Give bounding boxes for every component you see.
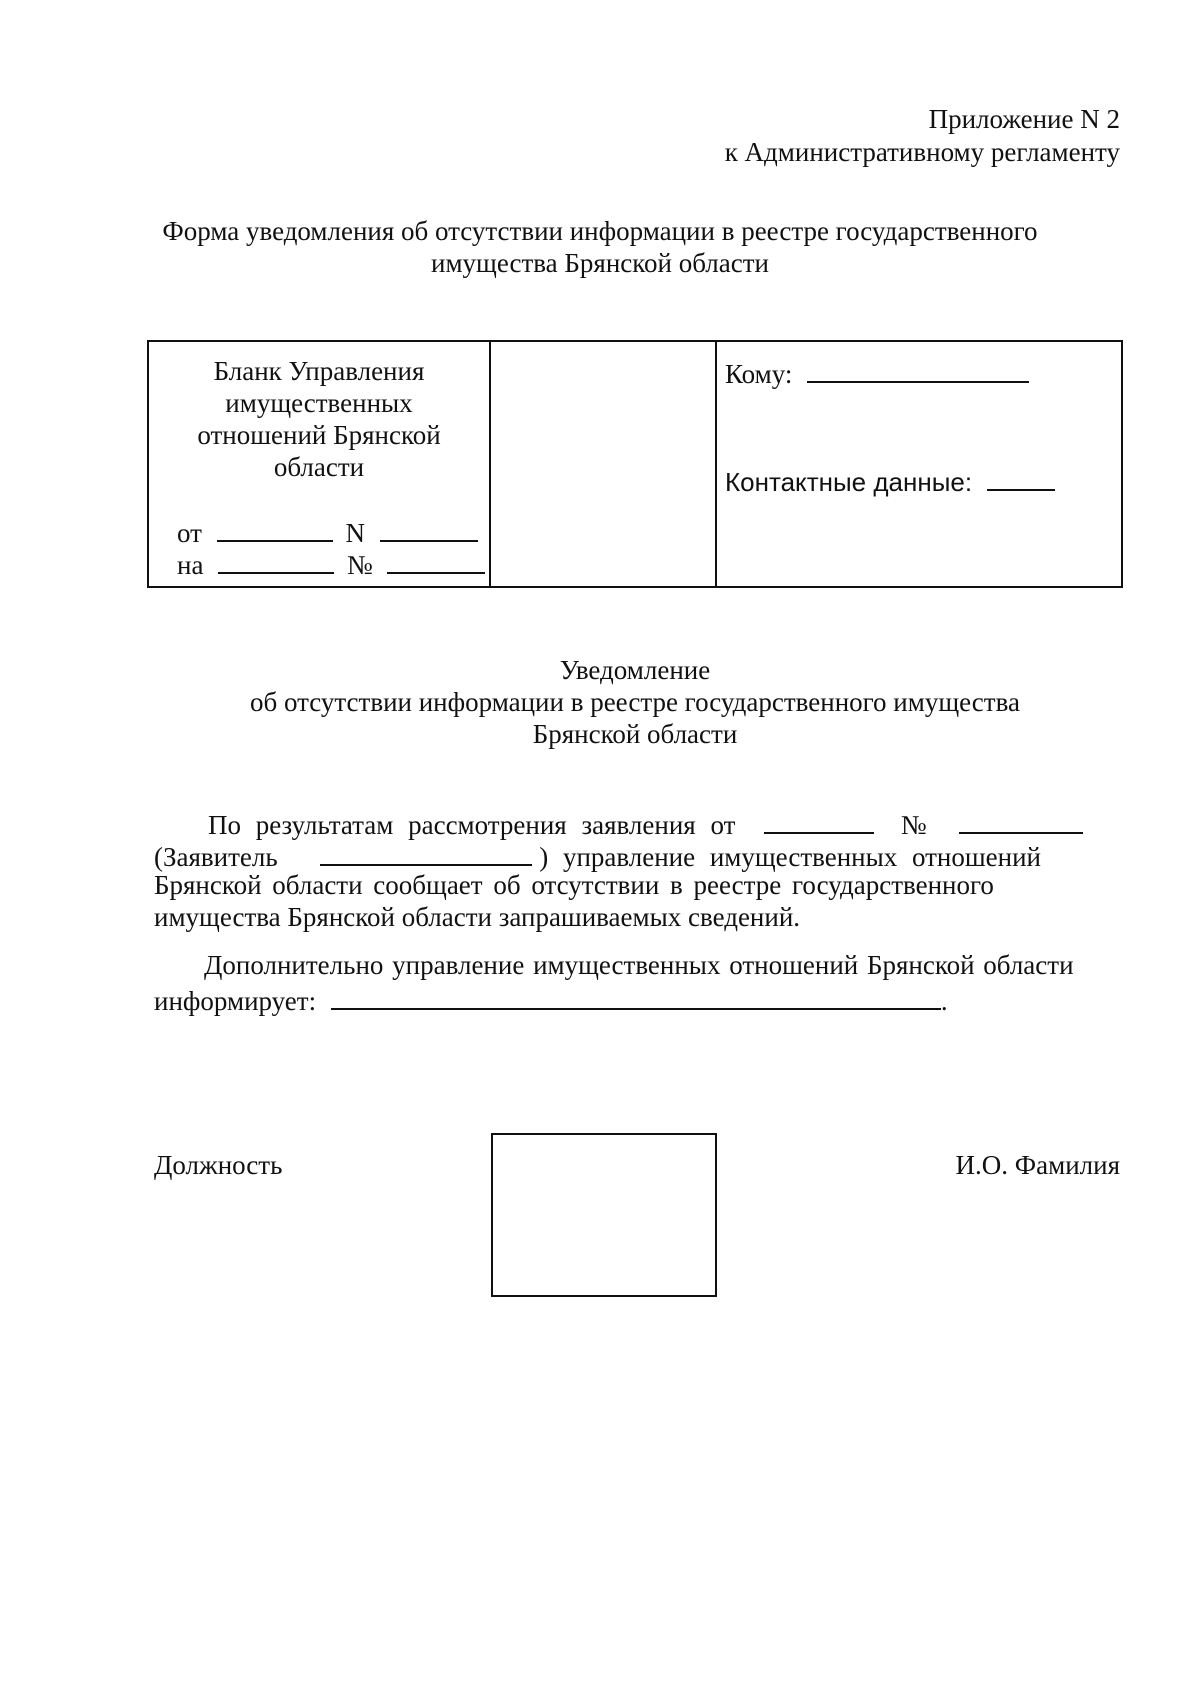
notice-title-line-3: Брянской области [532, 719, 738, 749]
blank-title-line-4: области [273, 452, 365, 482]
body-line-2 [154, 838, 1041, 873]
appendix-header [725, 103, 1120, 169]
form-title-line-2: имущества Брянской области [431, 248, 769, 278]
contacts-field[interactable] [987, 463, 1055, 491]
informs-label: информирует: [154, 986, 317, 1016]
notice-title-line-1: Уведомление [559, 655, 711, 685]
application-date-field[interactable] [764, 806, 874, 834]
recipient-cell [717, 342, 1121, 586]
signature-position: Должность [154, 1150, 283, 1180]
num-field[interactable] [387, 546, 485, 574]
from-date-field[interactable] [217, 514, 333, 542]
blank-title-line-3: отношений Брянской [197, 420, 441, 450]
empty-cell [491, 342, 717, 586]
body-line-5: Дополнительно управление имущественных отношений Брянской области [204, 950, 1074, 980]
body-line-6 [154, 982, 948, 1017]
notice-title [150, 654, 1120, 750]
informs-field[interactable] [331, 982, 941, 1010]
body-line-4: имущества Брянской области запрашиваемых сведений. [154, 902, 801, 932]
form-title-line-1: Форма уведомления об отсутствии информации в реестре государственного [162, 216, 1038, 246]
to-date-row [177, 546, 485, 581]
notice-title-line-2: об отсутствии информации в реестре государственного имущества [250, 687, 1020, 717]
informs-period: . [940, 986, 948, 1016]
applicant-label: (Заявитель [154, 842, 278, 872]
header-table [147, 340, 1123, 588]
contacts-label: Контактные данные: [725, 467, 973, 497]
from-label: от [177, 518, 202, 548]
recipient-label: Кому: [725, 359, 793, 389]
blank-cell [149, 342, 491, 586]
blank-title [149, 355, 489, 483]
application-number-field[interactable] [959, 806, 1083, 834]
to-label: на [177, 550, 204, 580]
signature-name: И.О. Фамилия [955, 1150, 1120, 1180]
contacts-row [725, 463, 1055, 498]
application-number-label: № [900, 810, 927, 840]
body-text-1a: По результатам рассмотрения заявления от [208, 810, 736, 840]
recipient-row [725, 355, 1029, 390]
blank-title-line-1: Бланк Управления [213, 356, 425, 386]
num-label: № [346, 550, 373, 580]
to-date-field[interactable] [218, 546, 334, 574]
form-title [150, 215, 1050, 279]
body-line-1 [208, 806, 1083, 841]
from-date-row [177, 514, 478, 549]
body-line-3: Брянской области сообщает об отсутствии в реестре государственного [154, 870, 994, 900]
appendix-line-2: к Административному регламенту [724, 137, 1120, 167]
body-text-1b: ) управление имущественных отношений [539, 842, 1042, 872]
recipient-field[interactable] [807, 355, 1029, 383]
signature-box [491, 1133, 717, 1297]
n-label: N [345, 518, 365, 548]
blank-title-line-2: имущественных [225, 388, 413, 418]
n-number-field[interactable] [380, 514, 478, 542]
applicant-field[interactable] [320, 838, 532, 866]
appendix-line-1: Приложение N 2 [928, 104, 1120, 134]
